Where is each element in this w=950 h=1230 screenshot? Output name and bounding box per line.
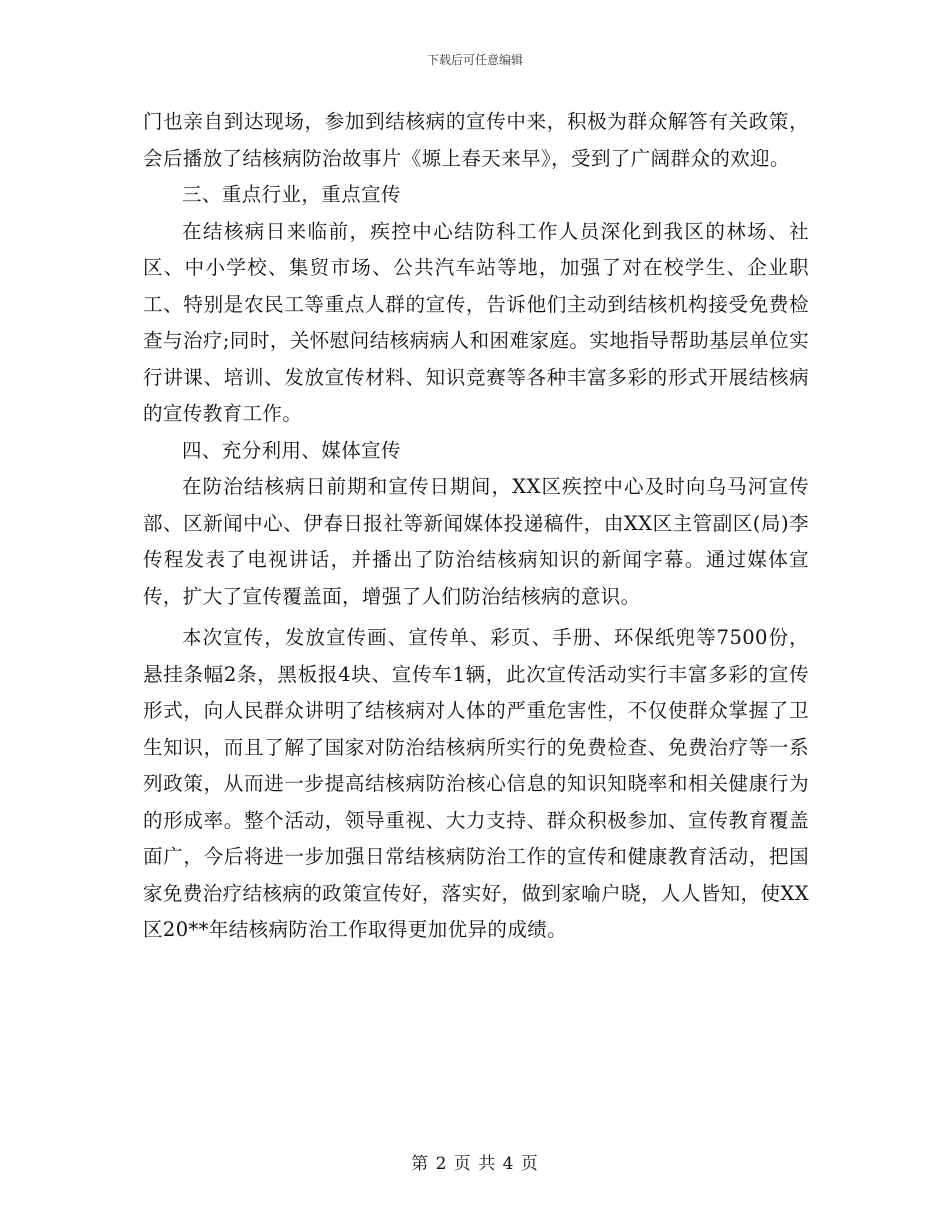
document-body xyxy=(143,104,809,949)
section-heading-4: 四、充分利用、媒体宣传 xyxy=(182,438,401,462)
section-heading-3: 三、重点行业，重点宣传 xyxy=(182,183,401,206)
paragraph-key-industries: 在结核病日来临前，疾控中心结防科工作人员深化到我区的林场、社区、中小学校、集贸市场、公共汽车站等地，加强了对在校学生、企业职工、特别是农民工等重点人群的宣传，告诉他们主动到结核机构接受免费检查与治疗;同时，关怀慰问结核病病人和困难家庭。实地指导帮助基层单位实行讲课、培训、发放宣传材料、知识竞赛等各种丰富多彩的形式开展结核病的宣传教育工作。 xyxy=(143,219,809,425)
paragraph-summary: 本次宣传，发放宣传画、宣传单、彩页、手册、环保纸兜等7500份，悬挂条幅2条，黑板报4块、宣传车1辆，此次宣传活动实行丰富多彩的宣传形式，向人民群众讲明了结核病对人体的严重危害性，不仅使群众掌握了卫生知识，而且了解了国家对防治结核病所实行的免费检查、免费治疗等一系列政策，从而进一步提高结核病防治核心信息的知识知晓率和相关健康行为的形成率。整个活动，领导重视、大力支持、群众积极参加、宣传教育覆盖面广，今后将进一步加强日常结核病防治工作的宣传和健康教育活动，把国家免费治疗结核病的政策宣传好，落实好，做到家喻户晓，人人皆知，使XX区20**年结核病防治工作取得更加优异的成绩。 xyxy=(143,626,809,941)
paragraph-continued: 门也亲自到达现场，参加到结核病的宣传中来，积极为群众解答有关政策，会后播放了结核病防治故事片《塬上春天来早》，受到了广阔群众的欢迎。 xyxy=(143,110,809,170)
page-number: 第 2 页 共 4 页 xyxy=(411,1154,539,1174)
paragraph-media: 在防治结核病日前期和宣传日期间，XX区疾控中心及时向乌马河宣传部、区新闻中心、伊春日报社等新闻媒体投递稿件，由XX区主管副区(局)李传程发表了电视讲话，并播出了防治结核病知识的新闻字幕。通过媒体宣传，扩大了宣传覆盖面，增强了人们防治结核病的意识。 xyxy=(143,475,809,608)
page-header: 下载后可任意编辑 xyxy=(426,53,523,67)
